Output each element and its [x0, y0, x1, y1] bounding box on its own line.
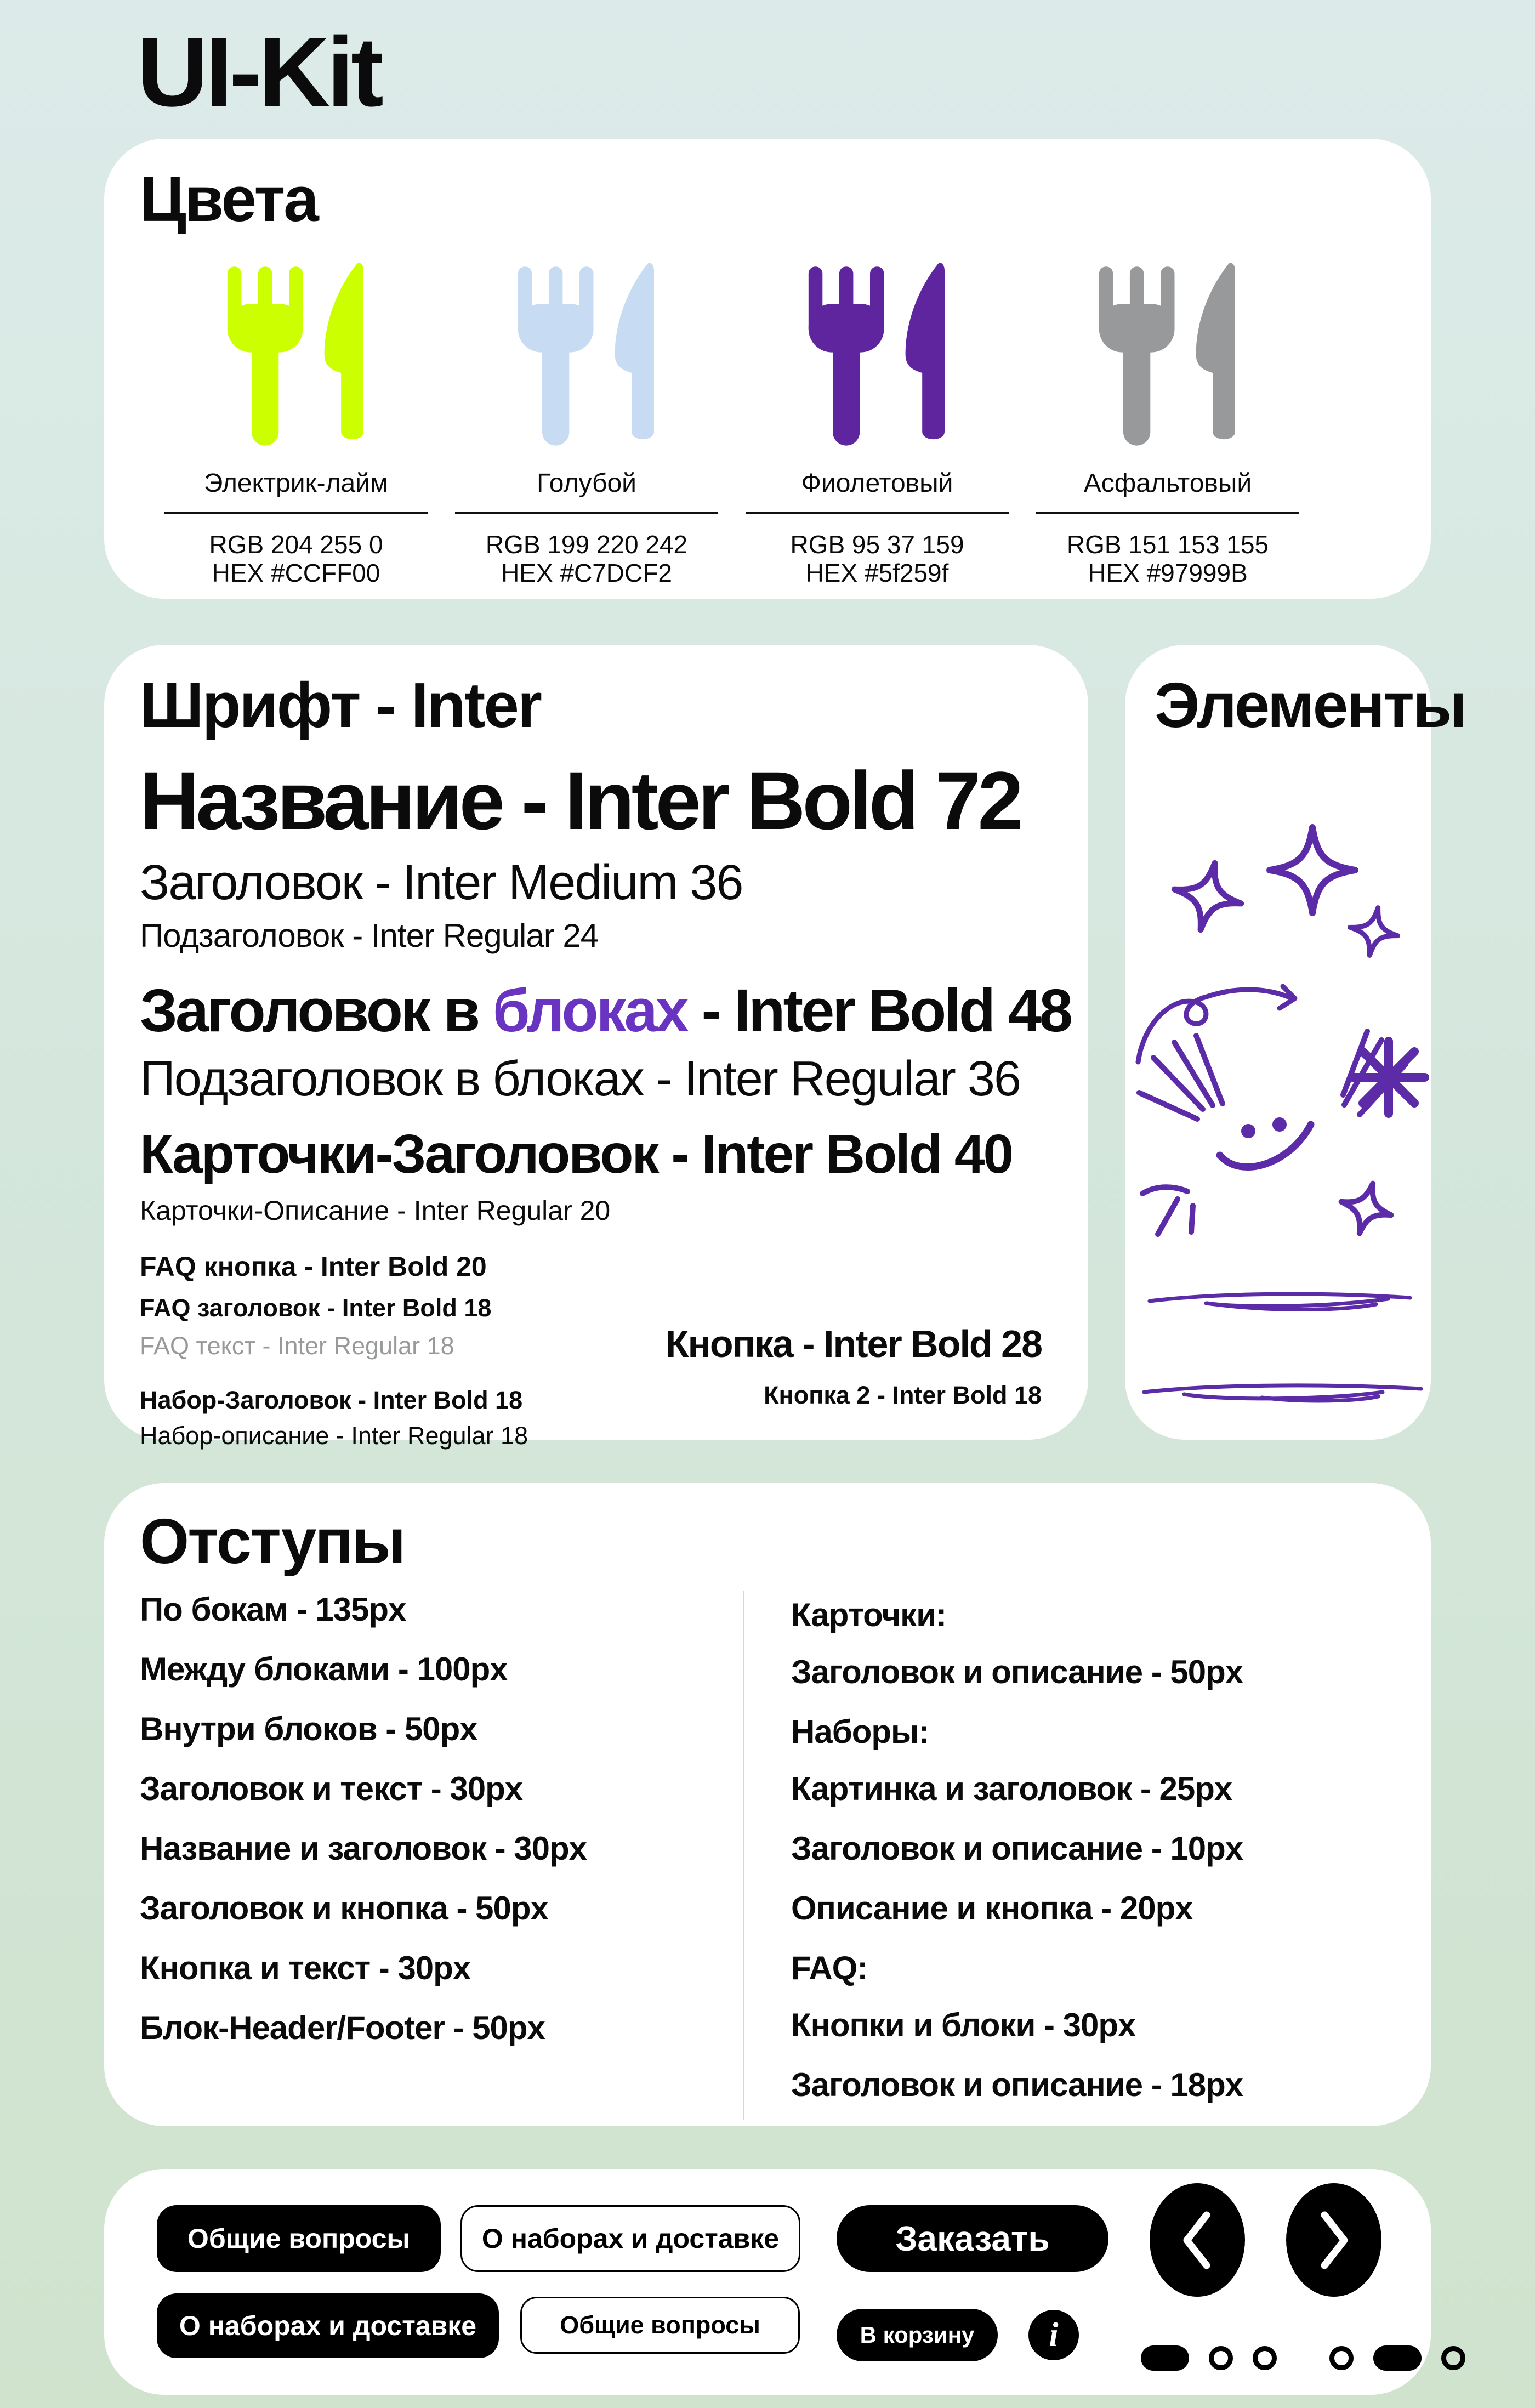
colors-card: [104, 139, 1431, 599]
scribble-line: [1150, 1294, 1410, 1309]
type-sample-button2-18: Кнопка 2 - Inter Bold 18: [764, 1381, 1042, 1409]
spacing-item: Картинка и заголовок - 25px: [791, 1770, 1232, 1808]
type-sample-block-heading-48: [140, 977, 1071, 1045]
type-sample-faq-text-18: FAQ текст - Inter Regular 18: [140, 1332, 454, 1360]
pagination-dot[interactable]: [1253, 2346, 1277, 2370]
type-sample-heading-36: Заголовок - Inter Medium 36: [140, 855, 743, 911]
vertical-divider: [743, 1591, 744, 2120]
type-sample-faq-heading-18: FAQ заголовок - Inter Bold 18: [140, 1294, 492, 1322]
spacing-item: Блок-Header/Footer - 50px: [140, 2009, 545, 2047]
colors-heading: Цвета: [140, 163, 317, 235]
next-button[interactable]: [1286, 2183, 1382, 2297]
divider: [455, 512, 718, 514]
faq-button-dark[interactable]: Общие вопросы: [157, 2205, 441, 2272]
fork-knife-icon: [805, 261, 950, 447]
block-heading-accent: блоках: [492, 977, 687, 1045]
elements-heading: Элементы: [1155, 669, 1466, 741]
spacing-group-title: FAQ:: [791, 1950, 868, 1987]
type-sample-subheading-24: Подзаголовок - Inter Regular 24: [140, 917, 599, 955]
fork-knife-icon: [514, 261, 659, 447]
pagination-dot[interactable]: [1209, 2346, 1233, 2370]
color-rgb-value: RGB 95 37 159: [790, 530, 964, 559]
spacing-item: Заголовок и описание - 10px: [791, 1830, 1243, 1867]
doodle-graphics: [1125, 746, 1431, 1437]
order-button[interactable]: Заказать: [837, 2205, 1108, 2272]
spacing-item: Описание и кнопка - 20px: [791, 1890, 1193, 1927]
color-name: Электрик-лайм: [203, 469, 389, 498]
color-hex-value: HEX #5f259f: [805, 558, 949, 587]
color-rgb-value: RGB 204 255 0: [209, 530, 383, 559]
spacing-card: [104, 1483, 1431, 2126]
page-title: UI-Kit: [137, 17, 380, 127]
spacing-item: Внутри блоков - 50px: [140, 1711, 477, 1748]
color-hex-value: HEX #C7DCF2: [501, 558, 672, 587]
components-card: [104, 2169, 1431, 2395]
type-sample-card-desc-20: Карточки-Описание - Inter Regular 20: [140, 1195, 611, 1226]
type-sample-button-28: Кнопка - Inter Bold 28: [665, 1322, 1042, 1365]
color-swatch-lime: [151, 261, 441, 587]
spacing-item: Кнопки и блоки - 30px: [791, 2007, 1136, 2044]
fork-knife-icon: [1095, 261, 1240, 447]
info-icon[interactable]: [1028, 2310, 1079, 2360]
color-rgb-value: RGB 151 153 155: [1066, 530, 1269, 559]
spacing-item: Между блоками - 100px: [140, 1651, 508, 1688]
elements-card: [1125, 645, 1466, 1440]
faq-button-dark[interactable]: О наборах и доставке: [157, 2293, 499, 2358]
prev-button[interactable]: [1150, 2183, 1245, 2297]
pagination-dots: [1141, 2345, 1465, 2371]
type-sample-set-desc-18: Набор-описание - Inter Regular 18: [140, 1422, 528, 1450]
color-name: Асфальтовый: [1083, 469, 1252, 498]
spacing-item: Заголовок и описание - 50px: [791, 1654, 1243, 1691]
info-glyph: i: [1049, 2316, 1059, 2354]
type-sample-faq-button-20: FAQ кнопка - Inter Bold 20: [140, 1251, 487, 1282]
spacing-item: Заголовок и кнопка - 50px: [140, 1890, 548, 1927]
sparkle-star-icon: [1167, 827, 1402, 959]
font-card: [104, 645, 1088, 1450]
pagination-dot[interactable]: [1329, 2346, 1354, 2370]
color-name: Голубой: [537, 469, 636, 498]
spacing-heading: Отступы: [140, 1506, 405, 1577]
spacing-left-column: [140, 1589, 743, 2128]
chevron-right-icon: [1309, 2207, 1358, 2273]
spacing-item: По бокам - 135px: [140, 1591, 406, 1628]
add-to-cart-button[interactable]: В корзину: [837, 2309, 998, 2361]
scribble-line: [1144, 1385, 1421, 1401]
divider: [1036, 512, 1299, 514]
color-swatch-purple: [732, 261, 1022, 587]
asterisk-icon: [1352, 1041, 1425, 1114]
color-swatch-list: [151, 261, 1313, 587]
spacing-item: Название и заголовок - 30px: [140, 1830, 587, 1867]
color-hex-value: HEX #CCFF00: [212, 558, 380, 587]
type-sample-set-title-18: Набор-Заголовок - Inter Bold 18: [140, 1386, 523, 1415]
block-heading-suffix: - Inter Bold 48: [686, 977, 1071, 1045]
color-swatch-blue: [441, 261, 732, 587]
divider: [164, 512, 428, 514]
dash-doodle: [1142, 1187, 1193, 1234]
font-heading: Шрифт - Inter: [140, 669, 541, 741]
pagination-dot-active[interactable]: [1373, 2345, 1422, 2371]
block-heading-prefix: Заголовок в: [140, 977, 493, 1045]
sparkle-star-icon: [1334, 1177, 1397, 1240]
spacing-group-title: Наборы:: [791, 1713, 929, 1751]
color-hex-value: HEX #97999B: [1088, 558, 1248, 587]
chevron-left-icon: [1173, 2207, 1222, 2273]
spacing-item: Заголовок и текст - 30px: [140, 1770, 523, 1808]
spacing-item: Кнопка и текст - 30px: [140, 1950, 471, 1987]
color-name: Фиолетовый: [801, 469, 953, 498]
color-swatch-gray: [1022, 261, 1313, 587]
pagination-dot[interactable]: [1441, 2346, 1465, 2370]
fork-knife-icon: [224, 261, 368, 447]
button-type-samples: [665, 1322, 1042, 1409]
color-rgb-value: RGB 199 220 242: [485, 530, 688, 559]
spacing-right-column: [791, 1589, 1243, 2128]
type-sample-title-72: Название - Inter Bold 72: [140, 754, 1020, 847]
type-sample-block-subheading-36: Подзаголовок в блоках - Inter Regular 36: [140, 1052, 1021, 1107]
spacing-group-title: Карточки:: [791, 1597, 947, 1634]
faq-button-light[interactable]: Общие вопросы: [520, 2297, 800, 2354]
divider: [746, 512, 1009, 514]
spacing-item: Заголовок и описание - 18px: [791, 2066, 1243, 2104]
curly-arrow-icon: [1138, 986, 1295, 1062]
spacing-columns: [140, 1589, 1387, 2128]
faq-button-light[interactable]: О наборах и доставке: [461, 2205, 800, 2272]
type-sample-card-title-40: Карточки-Заголовок - Inter Bold 40: [140, 1123, 1013, 1185]
pagination-dot-active[interactable]: [1141, 2345, 1189, 2371]
